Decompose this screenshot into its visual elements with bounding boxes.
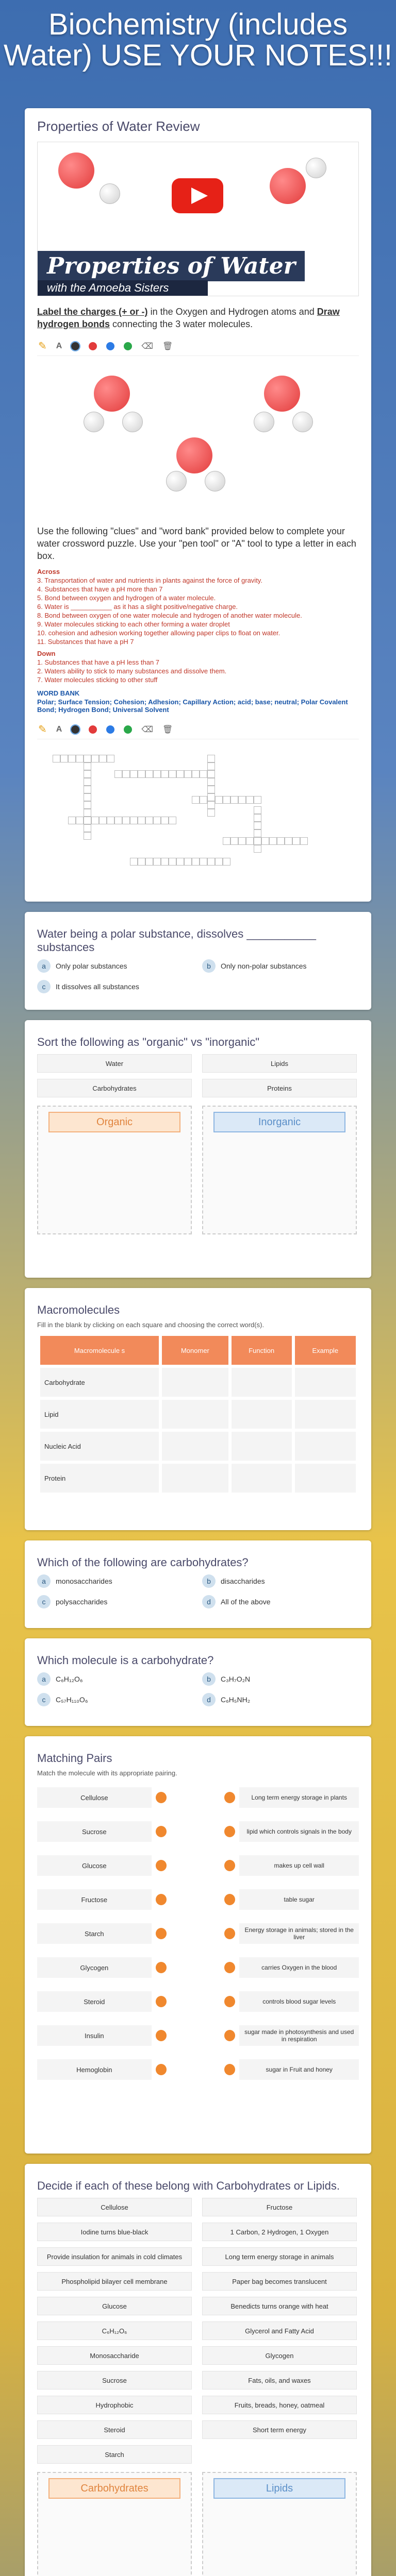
drop-zone-carbohydrates[interactable]: Carbohydrates (37, 2472, 192, 2576)
sort-item[interactable]: Water (37, 1054, 192, 1073)
match-handle[interactable] (224, 1894, 235, 1905)
match-right: table sugar (239, 1889, 359, 1910)
question-title: Which of the following are carbohydrates? (37, 1556, 249, 1569)
sort-item[interactable]: Steroid (37, 2420, 192, 2439)
crossword-cell[interactable] (84, 832, 91, 840)
crossword-cell[interactable] (207, 778, 215, 786)
match-row (37, 1817, 359, 1846)
option-c[interactable]: c polysaccharides (37, 1595, 192, 1608)
option-a[interactable]: a monosaccharides (37, 1574, 192, 1588)
crossword-cell[interactable] (84, 762, 91, 770)
crossword-cell[interactable] (207, 762, 215, 770)
sort-item[interactable]: Benedicts turns orange with heat (202, 2297, 357, 2315)
option-d[interactable]: d All of the above (202, 1595, 357, 1608)
crossword-cell[interactable] (215, 796, 223, 804)
crossword-cell[interactable] (138, 858, 145, 866)
sort-item[interactable]: Phospholipid bilayer cell membrane (37, 2272, 192, 2291)
section-title: Matching Pairs (37, 1752, 112, 1765)
table-header: Macromolecule s (40, 1336, 159, 1365)
match-handle[interactable] (156, 1928, 167, 1939)
match-row (37, 1987, 359, 2016)
crossword-cell[interactable] (269, 837, 277, 845)
options (37, 1574, 359, 1608)
sort-item[interactable]: Sucrose (37, 2371, 192, 2389)
match-left: Fructose (37, 1889, 152, 1910)
match-left: Cellulose (37, 1787, 152, 1808)
crossword-cell[interactable] (107, 817, 114, 824)
crossword-cell[interactable] (300, 837, 308, 845)
clues: Across 3. Transportation of water and nutrients in plants against the force of gravity. 4. Substances that have a pH more than 7 5. Bond between oxygen and hydrogen of a water molecule. 6. Water is ___________ as it has a slight positive/negative charge. 8. Bond between oxygen of one water molecule and hydrogen of another water molecule. 9. Water molecules sticking to each other forming a water droplet 10. cohesion and adhesion working together allowing paper clips to float on water. 11. Substances that have a pH 7 Down 1. Substances that have a pH less than 7 2. Waters ability to stick to many substances and dissolve them. 7. Water molecules sticking to other stuff (37, 568, 302, 684)
video-player[interactable] (37, 142, 359, 296)
pen-icon[interactable]: ✎ (38, 724, 47, 735)
color-green[interactable] (124, 342, 132, 350)
polar-question-card (25, 912, 371, 1010)
option-a[interactable]: a Only polar substances (37, 959, 192, 973)
sort-items (37, 2198, 359, 2464)
sort-item[interactable]: Lipids (202, 1054, 357, 1073)
match-right: carries Oxygen in the blood (239, 1957, 359, 1978)
drop-zone-organic[interactable]: Organic (37, 1106, 192, 1234)
crossword-cell[interactable] (84, 778, 91, 786)
page-title: Biochemistry (includes Water) USE YOUR NOTES!!! (3, 8, 393, 72)
drawing-toolbar-2 (37, 720, 359, 739)
match-handle[interactable] (224, 2030, 235, 2041)
match-handle[interactable] (224, 1860, 235, 1871)
crossword-cell[interactable] (192, 796, 200, 804)
sort-item[interactable]: Proteins (202, 1079, 357, 1097)
crossword-cell[interactable] (292, 837, 300, 845)
trash-icon[interactable]: 🗑 (162, 342, 173, 351)
blank-cell[interactable] (232, 1400, 292, 1429)
match-row (37, 1885, 359, 1914)
sort-items (37, 1054, 359, 1097)
crossword-cell[interactable] (207, 755, 215, 762)
blank-cell[interactable] (162, 1432, 228, 1461)
match-row (37, 1953, 359, 1982)
sort-item[interactable]: Paper bag becomes translucent (202, 2272, 357, 2291)
carb-molecule-card (25, 1638, 371, 1726)
option-a[interactable]: a C₆H₁₂O₆ (37, 1672, 192, 1686)
crossword-cell[interactable] (207, 770, 215, 778)
crossword-cell[interactable] (207, 786, 215, 793)
sort-item[interactable]: Glucose (37, 2297, 192, 2315)
blank-cell[interactable] (232, 1432, 292, 1461)
match-handle[interactable] (224, 1928, 235, 1939)
crossword-cell[interactable] (122, 817, 130, 824)
sort-item[interactable]: Provide insulation for animals in cold climates (37, 2247, 192, 2266)
crossword-cell[interactable] (130, 770, 138, 778)
blank-cell[interactable] (162, 1400, 228, 1429)
crossword-cell[interactable] (254, 822, 261, 829)
crossword-cell[interactable] (91, 817, 99, 824)
instructions: Fill in the blank by clicking on each square and choosing the correct word(s). (37, 1321, 265, 1329)
options (37, 1672, 359, 1706)
match-right: makes up cell wall (239, 1855, 359, 1876)
match-left: Insulin (37, 2025, 152, 2046)
match-right: Energy storage in animals; stored in the liver (239, 1923, 359, 1944)
match-handle[interactable] (224, 1792, 235, 1803)
table-header: Example (295, 1336, 356, 1365)
match-right: sugar in Fruit and honey (239, 2059, 359, 2080)
match-handle[interactable] (156, 1860, 167, 1871)
drop-zone-inorganic[interactable]: Inorganic (202, 1106, 357, 1234)
eraser-icon[interactable]: ⌫ (141, 725, 153, 734)
sort-title: Sort the following as "organic" vs "inorganic" (37, 1036, 260, 1048)
match-handle[interactable] (156, 1996, 167, 2007)
crossword-cell[interactable] (254, 829, 261, 837)
match-left: Glycogen (37, 1957, 152, 1978)
color-blue[interactable] (106, 725, 114, 734)
blank-cell[interactable] (232, 1464, 292, 1493)
crossword-cell[interactable] (122, 770, 130, 778)
crossword-cell[interactable] (60, 755, 68, 762)
crossword-cell[interactable] (138, 770, 145, 778)
crossword-cell[interactable] (246, 796, 254, 804)
crossword-cell[interactable] (84, 801, 91, 809)
row-label: Protein (40, 1464, 159, 1493)
row-label: Lipid (40, 1400, 159, 1429)
crossword-cell[interactable] (76, 817, 84, 824)
crossword-cell[interactable] (145, 858, 153, 866)
color-black[interactable] (71, 725, 79, 734)
crossword-cell[interactable] (169, 770, 176, 778)
color-red[interactable] (89, 725, 97, 734)
pen-icon[interactable]: ✎ (38, 341, 47, 352)
instructions: Match the molecule with its appropriate pairing. (37, 1769, 177, 1777)
text-icon[interactable]: A (56, 724, 62, 734)
label-instructions: Label the charges (+ or -) in the Oxygen and Hydrogen atoms and Draw hydrogen bonds connecting the 3 water molecules. (37, 307, 340, 329)
match-row (37, 1851, 359, 1880)
option-c[interactable]: c C₅₇H₁₁₀O₆ (37, 1693, 192, 1706)
crossword-cell[interactable] (169, 858, 176, 866)
blank-cell[interactable] (232, 1368, 292, 1397)
blank-cell[interactable] (295, 1464, 356, 1493)
match-right: controls blood sugar levels (239, 1991, 359, 2012)
text-icon[interactable]: A (56, 341, 62, 350)
crossword-cell[interactable] (161, 858, 169, 866)
option-c[interactable]: c It dissolves all substances (37, 980, 192, 993)
option-d[interactable]: d C₆H₅NH₂ (202, 1693, 357, 1706)
match-right: Long term energy storage in plants (239, 1787, 359, 1808)
sort-item[interactable]: Glycogen (202, 2346, 357, 2365)
crossword-cell[interactable] (261, 837, 269, 845)
section-title: Macromolecules (37, 1303, 120, 1316)
trash-icon[interactable]: 🗑 (162, 725, 173, 734)
sort-item[interactable]: Carbohydrates (37, 1079, 192, 1097)
carbs-question-card (25, 1540, 371, 1628)
crossword-cell[interactable] (246, 837, 254, 845)
color-black[interactable] (71, 342, 79, 350)
crossword-cell[interactable] (215, 858, 223, 866)
crossword-cell[interactable] (84, 817, 91, 824)
crossword-cell[interactable] (138, 817, 145, 824)
video-subtitle: with the Amoeba Sisters (38, 280, 208, 296)
match-right: lipid which controls signals in the body (239, 1821, 359, 1842)
organic-sort-card (25, 1020, 371, 1278)
row-label: Nucleic Acid (40, 1432, 159, 1461)
crossword-cell[interactable] (114, 770, 122, 778)
blank-cell[interactable] (295, 1432, 356, 1461)
match-handle[interactable] (156, 2064, 167, 2075)
crossword-cell[interactable] (84, 824, 91, 832)
eraser-icon[interactable]: ⌫ (141, 342, 153, 351)
match-left: Sucrose (37, 1821, 152, 1842)
match-handle[interactable] (156, 2030, 167, 2041)
word-bank-title: WORD BANK (37, 689, 80, 697)
option-b[interactable]: b disaccharides (202, 1574, 357, 1588)
crossword-cell[interactable] (68, 755, 76, 762)
crossword-cell[interactable] (207, 809, 215, 817)
crossword-cell[interactable] (53, 755, 60, 762)
match-handle[interactable] (224, 1962, 235, 1973)
sort-title: Decide if each of these belong with Carbohydrates or Lipids. (37, 2179, 340, 2192)
drawing-toolbar (37, 336, 359, 356)
crossword-cell[interactable] (184, 770, 192, 778)
crossword-cell[interactable] (114, 817, 122, 824)
crossword-cell[interactable] (238, 837, 246, 845)
match-handle[interactable] (156, 1792, 167, 1803)
sort-item[interactable]: 1 Carbon, 2 Hydrogen, 1 Oxygen (202, 2223, 357, 2241)
crossword-cell[interactable] (161, 770, 169, 778)
blank-cell[interactable] (162, 1464, 228, 1493)
sort-item[interactable]: Hydrophobic (37, 2396, 192, 2414)
crossword-grid[interactable] (37, 744, 359, 878)
carbs-lipids-card (25, 2164, 371, 2576)
crossword-cell[interactable] (285, 837, 292, 845)
blank-cell[interactable] (162, 1368, 228, 1397)
crossword-cell[interactable] (200, 770, 207, 778)
question-title: Water being a polar substance, dissolves ___________ substances (37, 927, 316, 954)
crossword-cell[interactable] (254, 837, 261, 845)
crossword-cell[interactable] (130, 817, 138, 824)
match-handle[interactable] (224, 1996, 235, 2007)
matching-card (25, 1736, 371, 2154)
color-green[interactable] (124, 725, 132, 734)
macromolecules-card (25, 1288, 371, 1530)
play-icon[interactable] (172, 178, 223, 213)
word-bank: Polar; Surface Tension; Cohesion; Adhesion; Capillary Action; acid; base; neutral; Polar Covalent Bond; Hydrogen Bond; Universal Solvent (37, 698, 348, 714)
crossword-cell[interactable] (153, 817, 161, 824)
crossword-cell[interactable] (76, 755, 84, 762)
blank-cell[interactable] (295, 1400, 356, 1429)
macromolecule-table (37, 1333, 359, 1496)
crossword-cell[interactable] (91, 755, 99, 762)
water-molecule-diagram[interactable] (37, 360, 359, 494)
crossword-cell[interactable] (161, 817, 169, 824)
crossword-cell[interactable] (99, 817, 107, 824)
crossword-cell[interactable] (223, 796, 230, 804)
match-row (37, 2021, 359, 2050)
crossword-cell[interactable] (176, 770, 184, 778)
crossword-cell[interactable] (84, 809, 91, 817)
crossword-cell[interactable] (184, 858, 192, 866)
crossword-cell[interactable] (84, 786, 91, 793)
match-handle[interactable] (224, 1826, 235, 1837)
water-review-card (25, 108, 371, 902)
options (37, 959, 359, 993)
color-blue[interactable] (106, 342, 114, 350)
crossword-cell[interactable] (99, 755, 107, 762)
crossword-cell[interactable] (153, 858, 161, 866)
card-title: Properties of Water Review (37, 118, 200, 134)
drop-zones (37, 1106, 359, 1234)
crossword-cell[interactable] (223, 837, 230, 845)
table-header: Function (232, 1336, 292, 1365)
sort-item[interactable]: C₆H₁₂O₆ (37, 2321, 192, 2340)
sort-item[interactable]: Glycerol and Fatty Acid (202, 2321, 357, 2340)
crossword-cell[interactable] (207, 793, 215, 801)
sort-item[interactable]: Long term energy storage in animals (202, 2247, 357, 2266)
sort-item[interactable]: Fructose (202, 2198, 357, 2216)
crossword-cell[interactable] (192, 858, 200, 866)
sort-item[interactable]: Fruits, breads, honey, oatmeal (202, 2396, 357, 2414)
sort-item[interactable]: Short term energy (202, 2420, 357, 2439)
matching-pairs (37, 1783, 359, 2084)
match-left: Hemoglobin (37, 2059, 152, 2080)
crossword-cell[interactable] (176, 858, 184, 866)
crossword-cell[interactable] (107, 755, 114, 762)
crossword-cell[interactable] (192, 770, 200, 778)
drop-zone-lipids[interactable]: Lipids (202, 2472, 357, 2576)
match-left: Steroid (37, 1991, 152, 2012)
match-row (37, 1919, 359, 1948)
match-row (37, 2055, 359, 2084)
crossword-cell[interactable] (130, 858, 138, 866)
video-title: Properties of Water (38, 251, 305, 281)
crossword-instructions: Use the following "clues" and "word bank" provided below to complete your water crossword puzzle. Use your "pen tool" or "A" tool to type a letter in each box. (37, 526, 356, 561)
crossword-cell[interactable] (254, 845, 261, 853)
crossword-cell[interactable] (200, 796, 207, 804)
match-handle[interactable] (156, 1826, 167, 1837)
table-header: Monomer (162, 1336, 228, 1365)
crossword-cell[interactable] (207, 801, 215, 809)
crossword-cell[interactable] (84, 793, 91, 801)
crossword-cell[interactable] (230, 837, 238, 845)
drop-zones (37, 2472, 359, 2576)
sort-item[interactable]: Cellulose (37, 2198, 192, 2216)
crossword-cell[interactable] (238, 796, 246, 804)
option-b[interactable]: b Only non-polar substances (202, 959, 357, 973)
crossword-cell[interactable] (207, 858, 215, 866)
crossword-cell[interactable] (145, 817, 153, 824)
match-handle[interactable] (156, 1894, 167, 1905)
match-right: sugar made in photosynthesis and used in respiration (239, 2025, 359, 2046)
crossword-cell[interactable] (254, 806, 261, 814)
crossword-cell[interactable] (254, 796, 261, 804)
match-left: Starch (37, 1923, 152, 1944)
crossword-cell[interactable] (145, 770, 153, 778)
crossword-cell[interactable] (169, 817, 176, 824)
crossword-cell[interactable] (84, 755, 91, 762)
crossword-cell[interactable] (223, 858, 230, 866)
crossword-cell[interactable] (84, 770, 91, 778)
crossword-cell[interactable] (68, 817, 76, 824)
question-title: Which molecule is a carbohydrate? (37, 1654, 214, 1667)
row-label: Carbohydrate (40, 1368, 159, 1397)
crossword-cell[interactable] (153, 770, 161, 778)
header-banner (0, 0, 396, 103)
sort-item[interactable]: Iodine turns blue-black (37, 2223, 192, 2241)
match-handle[interactable] (156, 1962, 167, 1973)
crossword-cell[interactable] (277, 837, 285, 845)
match-handle[interactable] (224, 2064, 235, 2075)
match-row (37, 1783, 359, 1812)
sort-item[interactable]: Fats, oils, and waxes (202, 2371, 357, 2389)
crossword-cell[interactable] (230, 796, 238, 804)
sort-item[interactable]: Monosaccharide (37, 2346, 192, 2365)
crossword-cell[interactable] (254, 814, 261, 822)
sort-item[interactable]: Starch (37, 2445, 192, 2464)
color-red[interactable] (89, 342, 97, 350)
blank-cell[interactable] (295, 1368, 356, 1397)
crossword-cell[interactable] (200, 858, 207, 866)
match-left: Glucose (37, 1855, 152, 1876)
option-b[interactable]: b C₃H₇O₂N (202, 1672, 357, 1686)
